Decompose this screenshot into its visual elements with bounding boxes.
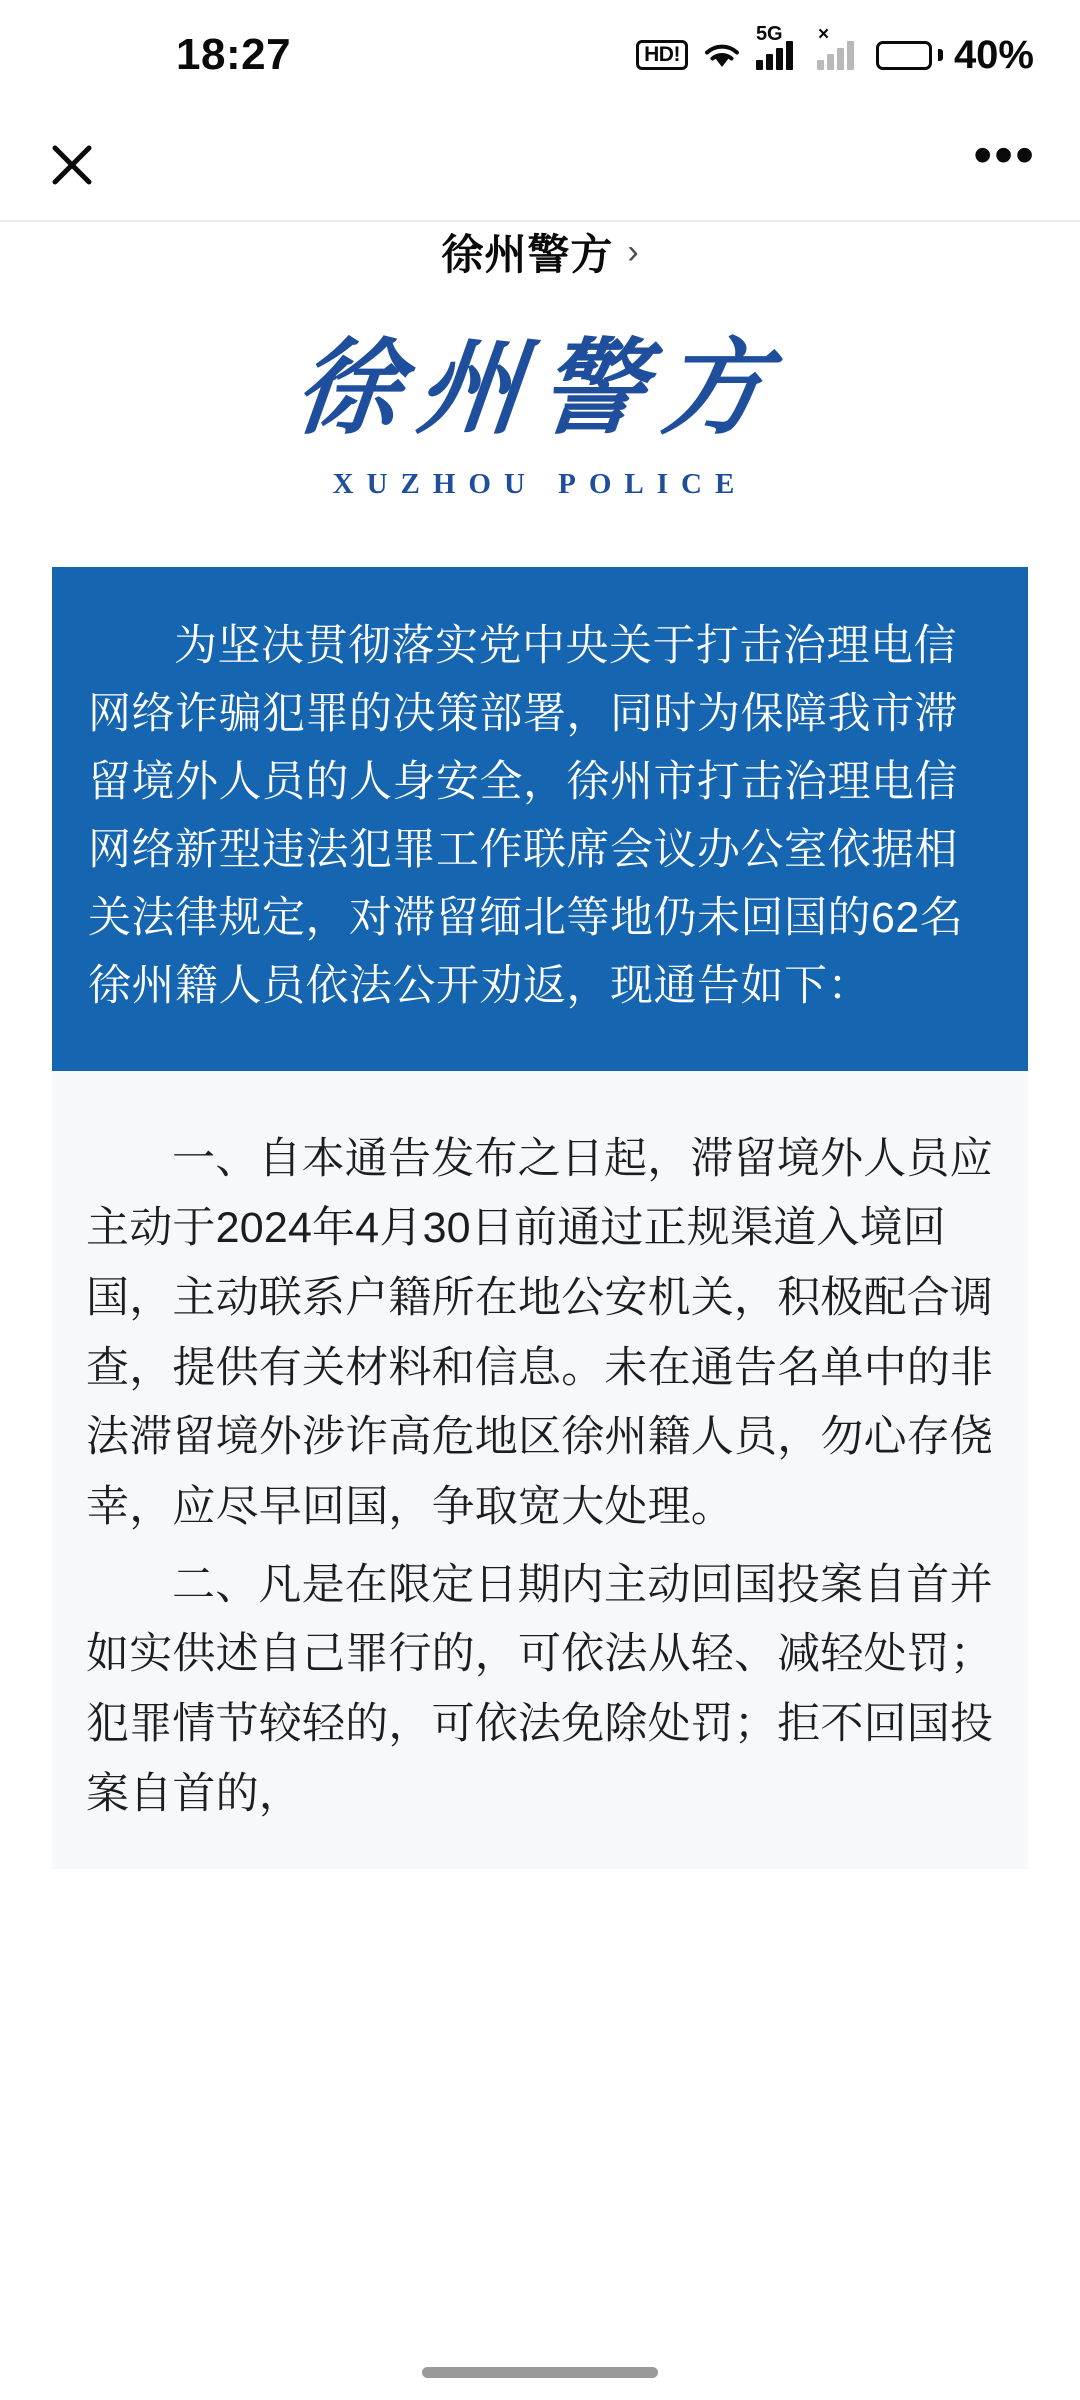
status-clock: 18:27 <box>176 30 292 79</box>
battery-percent-label: 40% <box>953 32 1034 77</box>
article-body <box>0 222 1080 1869</box>
battery-cap <box>938 49 943 61</box>
navigation-bar <box>0 110 1080 278</box>
status-icons <box>636 23 1034 78</box>
battery-icon <box>876 33 1034 78</box>
status-bar <box>0 0 1080 110</box>
logo-chinese-text: 徐州警方 <box>289 332 791 447</box>
wifi-icon <box>702 40 742 70</box>
close-icon[interactable] <box>44 137 100 193</box>
highlight-banner <box>52 567 1028 1071</box>
signal-5g-icon <box>755 23 793 70</box>
article-paragraph-2: 二、凡是在限定日期内主动回国投案自首并如实供述自己罪行的，可依法从轻、减轻处罚；犯罪情节较轻的，可依法免除处罚；拒不回国投案自首的， <box>86 1560 994 1818</box>
network-type-label: 5G <box>755 23 783 45</box>
hd-icon: HD! <box>636 40 688 70</box>
more-options-icon[interactable]: ••• <box>973 125 1036 186</box>
logo-english-text: XUZHOU POLICE <box>332 468 748 500</box>
highlight-paragraph: 为坚决贯彻落实党中央关于打击治理电信网络诈骗犯罪的决策部署，同时为保障我市滞留境外人员的人身安全，徐州市打击治理电信网络新型违法犯罪工作联席会议办公室依据相关法律规定，对滞留缅北等地仍未回国的62名徐州籍人员依法公开劝返，现通告如下： <box>88 622 964 1010</box>
chevron-right-icon: › <box>627 232 639 271</box>
page-title: 徐州警方 <box>441 231 614 278</box>
sim-unavailable-mark: × <box>817 24 830 45</box>
brand-logo <box>0 232 1080 567</box>
battery-body <box>876 41 932 70</box>
signal-secondary-icon <box>817 24 854 70</box>
article-text-section <box>52 1071 1028 1870</box>
home-indicator[interactable] <box>0 2367 1080 2378</box>
article-paragraph-1: 一、自本通告发布之日起，滞留境外人员应主动于2024年4月30日前通过正规渠道入境回国，主动联系户籍所在地公安机关，积极配合调查，提供有关材料和信息。未在通告名单中的非法滞留境外涉诈高危地区徐州籍人员，勿心存侥幸，应尽早回国，争取宽大处理。 <box>86 1134 994 1531</box>
